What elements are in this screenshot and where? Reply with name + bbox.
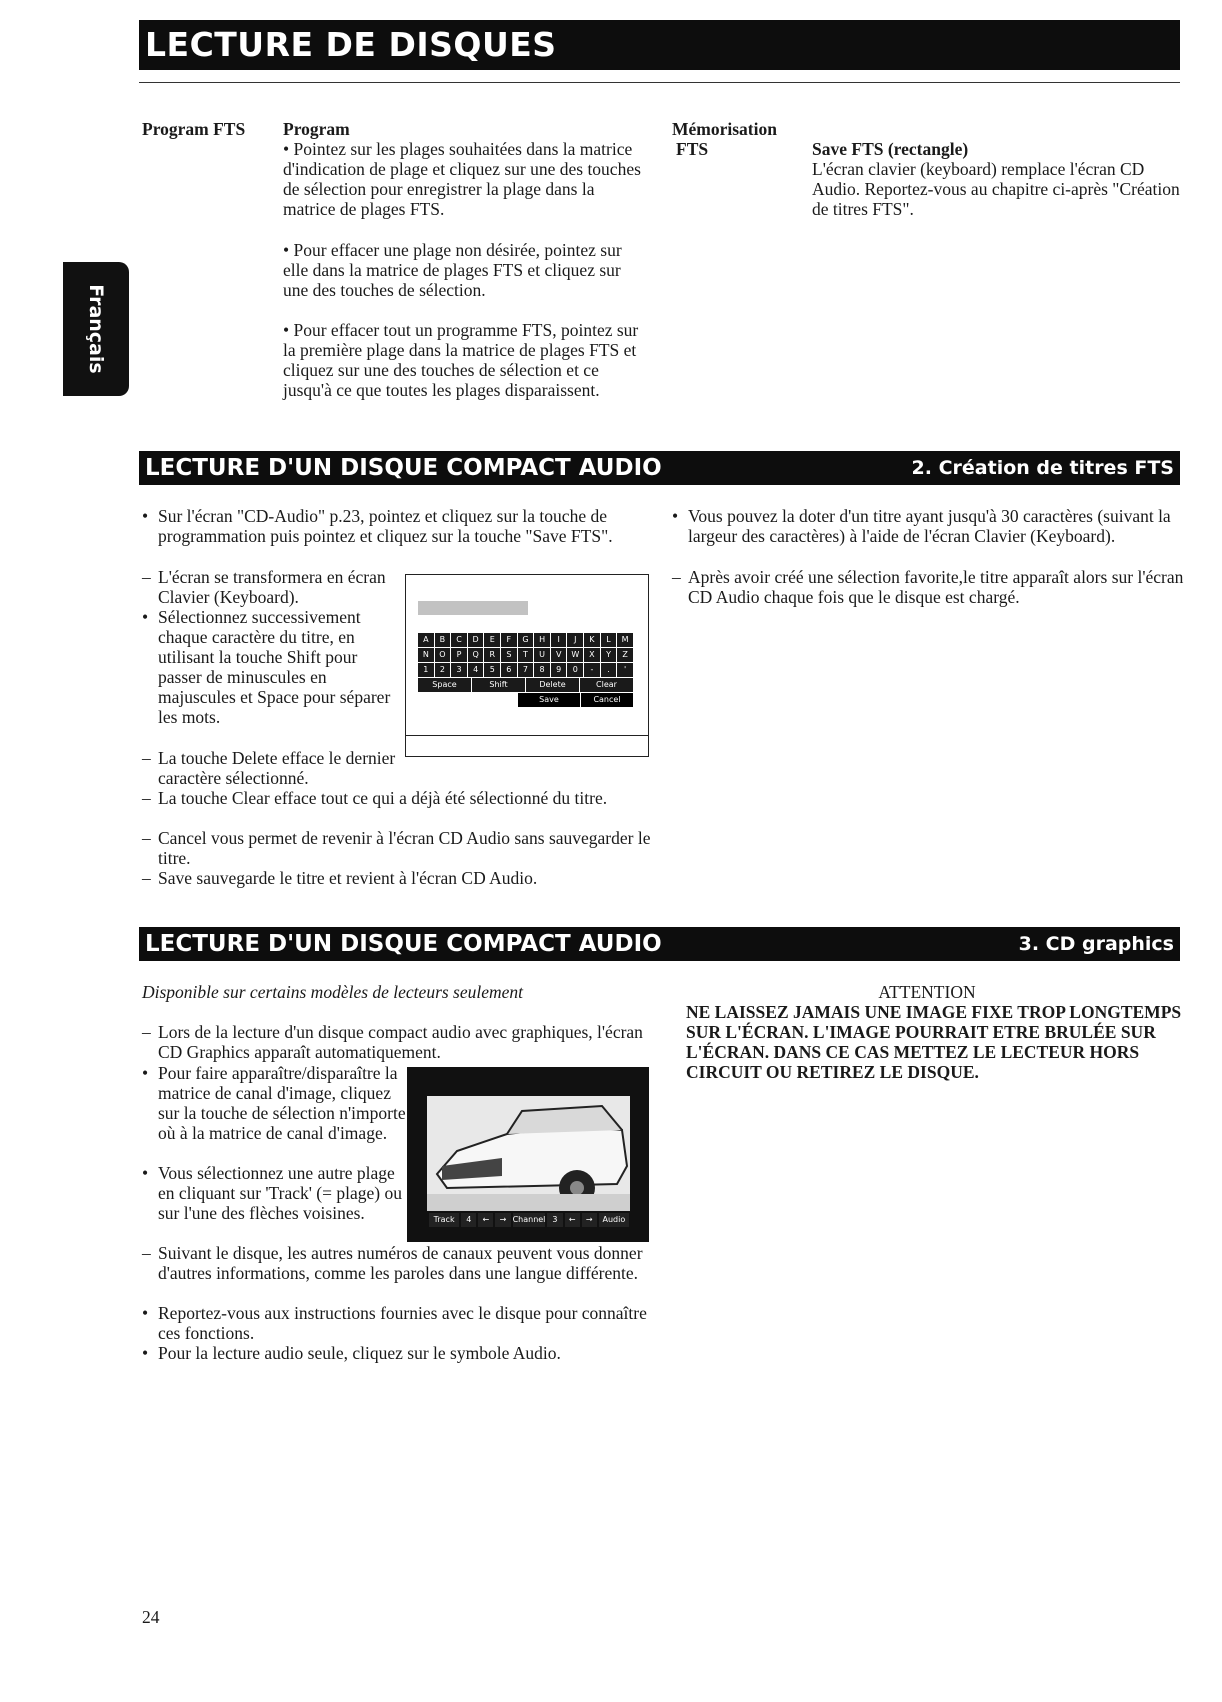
s2-mark-7: – bbox=[142, 868, 151, 888]
s2-mark-4: – bbox=[142, 748, 151, 768]
track-prev-arrow-icon[interactable]: ← bbox=[478, 1213, 493, 1227]
s2-item-1 bbox=[142, 506, 662, 546]
s3-item-3 bbox=[142, 1163, 408, 1223]
s2-right-item-1 bbox=[672, 506, 1198, 546]
audio-button[interactable]: Audio bbox=[599, 1213, 629, 1227]
key-1-0[interactable]: N bbox=[418, 648, 434, 662]
section3-subtitle: 3. CD graphics bbox=[1018, 933, 1174, 955]
s2-mark-5: – bbox=[142, 788, 151, 808]
s3-item-5 bbox=[142, 1303, 662, 1343]
cd-graphics-illustration bbox=[407, 1067, 649, 1242]
s3-text-3: Vous sélectionnez une autre plage en cliquant sur 'Track' (= plage) ou sur l'une des flèches voisines. bbox=[158, 1163, 402, 1223]
s3-mark-6: • bbox=[142, 1343, 149, 1363]
section3-title: LECTURE D'UN DISQUE COMPACT AUDIO bbox=[145, 931, 662, 957]
s2-item-4 bbox=[142, 748, 403, 788]
program-heading: Program bbox=[283, 119, 350, 139]
key-2-0[interactable]: 1 bbox=[418, 663, 434, 677]
channel-label: Channel bbox=[513, 1213, 546, 1227]
s2-right-text-2: Après avoir créé une sélection favorite,le titre apparaît alors sur l'écran CD Audio chaque fois que le disque est chargé. bbox=[688, 567, 1184, 607]
clear-key[interactable]: Clear bbox=[580, 678, 633, 692]
key-0-10[interactable]: K bbox=[584, 633, 600, 647]
key-1-10[interactable]: X bbox=[584, 648, 600, 662]
s2-text-7: Save sauvegarde le titre et revient à l'écran CD Audio. bbox=[158, 868, 538, 888]
track-button[interactable]: Track bbox=[429, 1213, 459, 1227]
s3-text-1: Lors de la lecture d'un disque compact audio avec graphiques, l'écran CD Graphics apparaît automatiquement. bbox=[158, 1022, 643, 1062]
key-0-8[interactable]: I bbox=[551, 633, 567, 647]
keyboard-screen-illustration bbox=[405, 574, 649, 757]
car-image bbox=[427, 1096, 630, 1211]
key-2-10[interactable]: - bbox=[584, 663, 600, 677]
section2-banner bbox=[139, 451, 1180, 485]
key-0-5[interactable]: F bbox=[501, 633, 517, 647]
key-1-3[interactable]: Q bbox=[468, 648, 484, 662]
s3-mark-1: – bbox=[142, 1022, 151, 1042]
s2-right-item-2 bbox=[672, 567, 1198, 607]
s2-mark-1: • bbox=[142, 506, 149, 526]
s2-mark-6: – bbox=[142, 828, 151, 848]
s3-mark-5: • bbox=[142, 1303, 149, 1323]
channel-number: 3 bbox=[547, 1213, 562, 1227]
s2-text-4: La touche Delete efface le dernier caractère sélectionné. bbox=[158, 748, 396, 788]
program-bullet-2: • Pour effacer une plage non désirée, pointez sur elle dans la matrice de plages FTS et cliquez sur une des touches de sélection. bbox=[283, 240, 622, 300]
s3-text-6: Pour la lecture audio seule, cliquez sur le symbole Audio. bbox=[158, 1343, 561, 1363]
s2-text-2: L'écran se transformera en écran Clavier (Keyboard). bbox=[158, 567, 386, 607]
key-2-11[interactable]: . bbox=[601, 663, 617, 677]
s2-right-mark-2: – bbox=[672, 567, 681, 587]
key-1-6[interactable]: T bbox=[518, 648, 534, 662]
key-0-6[interactable]: G bbox=[518, 633, 534, 647]
shift-key[interactable]: Shift bbox=[472, 678, 525, 692]
language-tab bbox=[63, 262, 129, 396]
s2-item-6 bbox=[142, 828, 662, 868]
key-2-6[interactable]: 7 bbox=[518, 663, 534, 677]
key-0-11[interactable]: L bbox=[601, 633, 617, 647]
save-fts-text: L'écran clavier (keyboard) remplace l'écran CD Audio. Reportez-vous au chapitre ci-après "Création de titres FTS". bbox=[812, 159, 1180, 219]
section3-intro: Disponible sur certains modèles de lecteurs seulement bbox=[142, 982, 524, 1002]
key-1-12[interactable]: Z bbox=[617, 648, 633, 662]
language-tab-label: Français bbox=[85, 284, 107, 374]
graphics-control-bar bbox=[429, 1213, 629, 1227]
key-2-7[interactable]: 8 bbox=[534, 663, 550, 677]
channel-prev-arrow-icon[interactable]: ← bbox=[565, 1213, 580, 1227]
track-next-arrow-icon[interactable]: → bbox=[495, 1213, 510, 1227]
s3-text-4: Suivant le disque, les autres numéros de canaux peuvent vous donner d'autres informations, comme les paroles dans une langue différente. bbox=[158, 1243, 643, 1283]
key-0-3[interactable]: D bbox=[468, 633, 484, 647]
key-0-2[interactable]: C bbox=[451, 633, 467, 647]
keyboard-divider bbox=[406, 735, 648, 736]
s3-mark-4: – bbox=[142, 1243, 151, 1263]
key-1-9[interactable]: W bbox=[567, 648, 583, 662]
key-2-5[interactable]: 6 bbox=[501, 663, 517, 677]
s2-right-mark-1: • bbox=[672, 506, 679, 526]
s2-text-5: La touche Clear efface tout ce qui a déjà été sélectionné du titre. bbox=[158, 788, 608, 808]
key-0-9[interactable]: J bbox=[567, 633, 583, 647]
key-0-4[interactable]: E bbox=[484, 633, 500, 647]
page-number: 24 bbox=[142, 1607, 160, 1627]
key-2-2[interactable]: 3 bbox=[451, 663, 467, 677]
key-1-7[interactable]: U bbox=[534, 648, 550, 662]
attention-text: NE LAISSEZ JAMAIS UNE IMAGE FIXE TROP LONGTEMPS SUR L'ÉCRAN. L'IMAGE POURRAIT ETRE BRULÉE SUR L'ÉCRAN. DANS CE CAS METTEZ LE LECTEUR HORS CIRCUIT OU RETIREZ LE DISQUE. bbox=[686, 1002, 1182, 1082]
key-2-8[interactable]: 9 bbox=[551, 663, 567, 677]
s2-item-7 bbox=[142, 868, 662, 888]
s2-mark-3: • bbox=[142, 607, 149, 627]
s2-text-6: Cancel vous permet de revenir à l'écran CD Audio sans sauvegarder le titre. bbox=[158, 828, 651, 868]
key-1-11[interactable]: Y bbox=[601, 648, 617, 662]
keyboard-row-4 bbox=[418, 678, 633, 692]
section2-subtitle: 2. Création de titres FTS bbox=[911, 457, 1174, 479]
key-2-3[interactable]: 4 bbox=[468, 663, 484, 677]
s3-mark-3: • bbox=[142, 1163, 149, 1183]
save-fts-heading: Save FTS (rectangle) bbox=[812, 139, 969, 159]
s3-mark-2: • bbox=[142, 1063, 149, 1083]
channel-next-arrow-icon[interactable]: → bbox=[582, 1213, 597, 1227]
s3-text-2: Pour faire apparaître/disparaître la matrice de canal d'image, cliquez sur la touche de sélection n'importe où à la matrice de canal d'image. bbox=[158, 1063, 406, 1143]
key-2-9[interactable]: 0 bbox=[567, 663, 583, 677]
keyboard-title-noise bbox=[418, 601, 528, 615]
keyboard-row-1 bbox=[418, 633, 633, 647]
cancel-key[interactable]: Cancel bbox=[581, 693, 633, 707]
car-icon bbox=[427, 1096, 630, 1211]
key-1-1[interactable]: O bbox=[435, 648, 451, 662]
keyboard-row-3 bbox=[418, 663, 633, 677]
program-bullet-3: • Pour effacer tout un programme FTS, pointez sur la première plage dans la matrice de plages FTS et cliquez sur une des touches de sélection et ce jusqu'à ce que toutes les plages disparaissent. bbox=[283, 320, 639, 400]
key-2-1[interactable]: 2 bbox=[435, 663, 451, 677]
s2-item-5 bbox=[142, 788, 662, 808]
header-rule bbox=[139, 82, 1180, 83]
key-2-4[interactable]: 5 bbox=[484, 663, 500, 677]
key-0-12[interactable]: M bbox=[617, 633, 633, 647]
fts-label: FTS bbox=[676, 139, 709, 159]
attention-title: ATTENTION bbox=[878, 982, 976, 1002]
key-0-0[interactable]: A bbox=[418, 633, 434, 647]
keyboard-grid bbox=[418, 633, 633, 708]
s3-text-5: Reportez-vous aux instructions fournies avec le disque pour connaître ces fonctions. bbox=[158, 1303, 647, 1343]
key-0-7[interactable]: H bbox=[534, 633, 550, 647]
s3-item-1 bbox=[142, 1022, 662, 1062]
s2-mark-2: – bbox=[142, 567, 151, 587]
s2-text-1: Sur l'écran "CD-Audio" p.23, pointez et cliquez sur la touche de programmation puis pointez et cliquez sur la touche "Save FTS". bbox=[158, 506, 613, 546]
key-1-2[interactable]: P bbox=[451, 648, 467, 662]
key-0-1[interactable]: B bbox=[435, 633, 451, 647]
key-2-12[interactable]: ' bbox=[617, 663, 633, 677]
space-key[interactable]: Space bbox=[418, 678, 471, 692]
program-bullet-1: • Pointez sur les plages souhaitées dans la matrice d'indication de plage et cliquez sur une des touches de sélection pour enregistrer la plage dans la matrice de plages FTS. bbox=[283, 139, 641, 219]
delete-key[interactable]: Delete bbox=[526, 678, 579, 692]
s2-item-2 bbox=[142, 567, 403, 607]
key-1-8[interactable]: V bbox=[551, 648, 567, 662]
s2-right-text-1: Vous pouvez la doter d'un titre ayant jusqu'à 30 caractères (suivant la largeur des caractères) à l'aide de l'écran Clavier (Keyboard). bbox=[688, 506, 1171, 546]
s2-item-3 bbox=[142, 607, 403, 727]
key-1-5[interactable]: S bbox=[501, 648, 517, 662]
page-title: LECTURE DE DISQUES bbox=[139, 20, 1180, 70]
memorisation-label: Mémorisation bbox=[672, 119, 777, 139]
section3-banner bbox=[139, 927, 1180, 961]
s2-text-3: Sélectionnez successivement chaque caractère du titre, en utilisant la touche Shift pour passer de minuscules en majuscules et Space pour séparer les mots. bbox=[158, 607, 391, 727]
s3-item-2 bbox=[142, 1063, 408, 1143]
section2-title: LECTURE D'UN DISQUE COMPACT AUDIO bbox=[145, 455, 662, 481]
key-1-4[interactable]: R bbox=[484, 648, 500, 662]
s3-item-4 bbox=[142, 1243, 662, 1283]
save-key[interactable]: Save bbox=[518, 693, 580, 707]
keyboard-row-2 bbox=[418, 648, 633, 662]
track-number: 4 bbox=[461, 1213, 476, 1227]
s3-item-6 bbox=[142, 1343, 662, 1363]
keyboard-row-5 bbox=[418, 693, 633, 707]
program-fts-label: Program FTS bbox=[142, 119, 246, 139]
